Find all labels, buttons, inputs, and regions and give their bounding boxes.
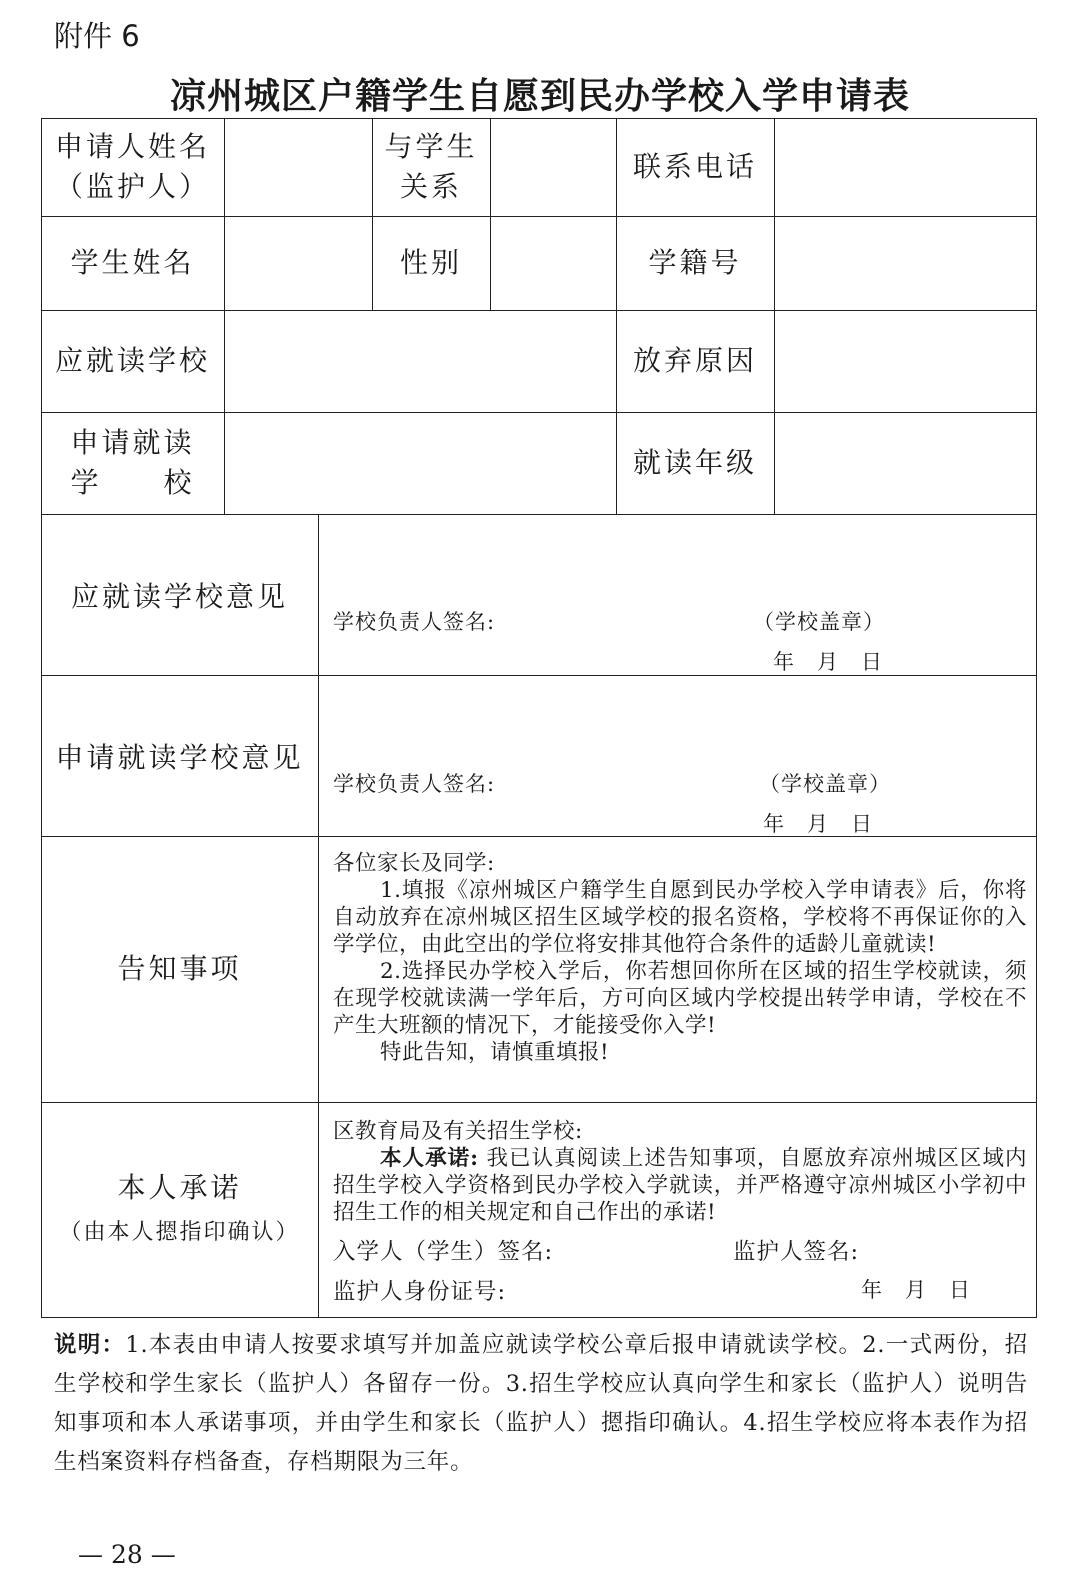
guardian-id-label: 监护人身份证号:: [333, 1279, 507, 1305]
applicant-name-label: 申请人姓名 （监护人）: [54, 130, 210, 203]
applicant-name-field[interactable]: [224, 118, 372, 216]
student-name-label: 学生姓名: [70, 246, 195, 279]
notice-item-2: 2.选择民办学校入学后，你若想回你所在区域的招生学校就读，须在现学校就读满一学年后，方可向区域内学校提出转学申请，学校在不产生大班额的情况下，才能接受你入学!: [333, 959, 1027, 1038]
grade-label: 就读年级: [632, 446, 757, 479]
student-name-field[interactable]: [224, 216, 372, 310]
relation-label: 与学生 关系: [384, 130, 478, 203]
promise-bold-prefix: 本人承诺:: [380, 1146, 479, 1171]
footnote-text: 1.本表由申请人按要求填写并加盖应就读学校公章后报申请就读学校。2.一式两份，招生学校和学生家长（监护人）各留存一份。3.招生学校应认真向学生和家长（监护人）说明告知事项和本人承诺事项，并由学生和家长（监护人）摁指印确认。4.招生学校应将本表作为招生档案资料存档备查，存档期限为三年。: [54, 1332, 1028, 1475]
phone-field[interactable]: [774, 118, 1036, 216]
assigned-school-date-label: 年 月 日: [773, 650, 883, 674]
assigned-school-signer-label: 学校负责人签名:: [333, 610, 496, 634]
apply-school-opinion-label: 申请就读学校意见: [55, 741, 304, 774]
grade-field[interactable]: [774, 412, 1036, 514]
student-sign-label: 入学人（学生）签名:: [333, 1239, 554, 1265]
promise-label: 本人承诺: [117, 1171, 242, 1204]
phone-label: 联系电话: [632, 150, 757, 183]
promise-text: [333, 1118, 1027, 1226]
gender-label: 性别: [399, 246, 462, 279]
form-title: 凉州城区户籍学生自愿到民办学校入学申请表: [169, 75, 910, 117]
notice-item-1: 1.填报《凉州城区户籍学生自愿到民办学校入学申请表》后，你将自动放弃在凉州城区招生区域学校的报名资格，学校将不再保证你的入学学位，由此空出的学位将安排其他符合条件的适龄儿童就读!: [333, 878, 1027, 957]
abandon-reason-label: 放弃原因: [632, 344, 757, 377]
promise-date-label: 年 月 日: [861, 1278, 971, 1302]
apply-school-field[interactable]: [224, 412, 616, 514]
promise-body: 我已认真阅读上述告知事项，自愿放弃凉州城区区域内招生学校入学资格到民办学校入学就读，并严格遵守凉州城区小学初中招生工作的相关规定和自己作出的承诺!: [333, 1146, 1028, 1225]
promise-signature-area[interactable]: [318, 1302, 1036, 1316]
apply-school-label: 申请就读 学 校: [70, 426, 195, 499]
application-form-table: [41, 118, 1037, 1318]
student-id-field[interactable]: [774, 216, 1036, 310]
notice-greeting: 各位家长及同学:: [333, 851, 495, 876]
attachment-label: 附件 6: [54, 19, 140, 53]
page-number: — 28 —: [78, 1540, 176, 1569]
notice-text: [333, 850, 1027, 1066]
apply-school-seal-label: （学校盖章）: [759, 772, 891, 796]
abandon-reason-field[interactable]: [774, 310, 1036, 412]
footnote-prefix: 说明：: [54, 1332, 126, 1358]
footnote: [54, 1326, 1028, 1482]
relation-field[interactable]: [490, 118, 616, 216]
notice-label: 告知事项: [117, 952, 242, 985]
gender-field[interactable]: [490, 216, 616, 310]
student-id-label: 学籍号: [648, 246, 742, 279]
promise-sublabel: （由本人摁指印确认）: [59, 1220, 300, 1245]
apply-school-opinion-field[interactable]: [318, 675, 1036, 836]
assigned-school-seal-label: （学校盖章）: [753, 610, 885, 634]
guardian-sign-label: 监护人签名:: [733, 1239, 860, 1265]
apply-school-signer-label: 学校负责人签名:: [333, 772, 496, 796]
assigned-school-label: 应就读学校: [54, 344, 210, 377]
assigned-school-field[interactable]: [224, 310, 616, 412]
assigned-school-opinion-field[interactable]: [318, 514, 1036, 675]
notice-closing: 特此告知，请慎重填报!: [380, 1040, 610, 1065]
apply-school-date-label: 年 月 日: [763, 812, 873, 836]
promise-addressee: 区教育局及有关招生学校:: [333, 1119, 583, 1144]
assigned-school-opinion-label: 应就读学校意见: [70, 580, 288, 613]
